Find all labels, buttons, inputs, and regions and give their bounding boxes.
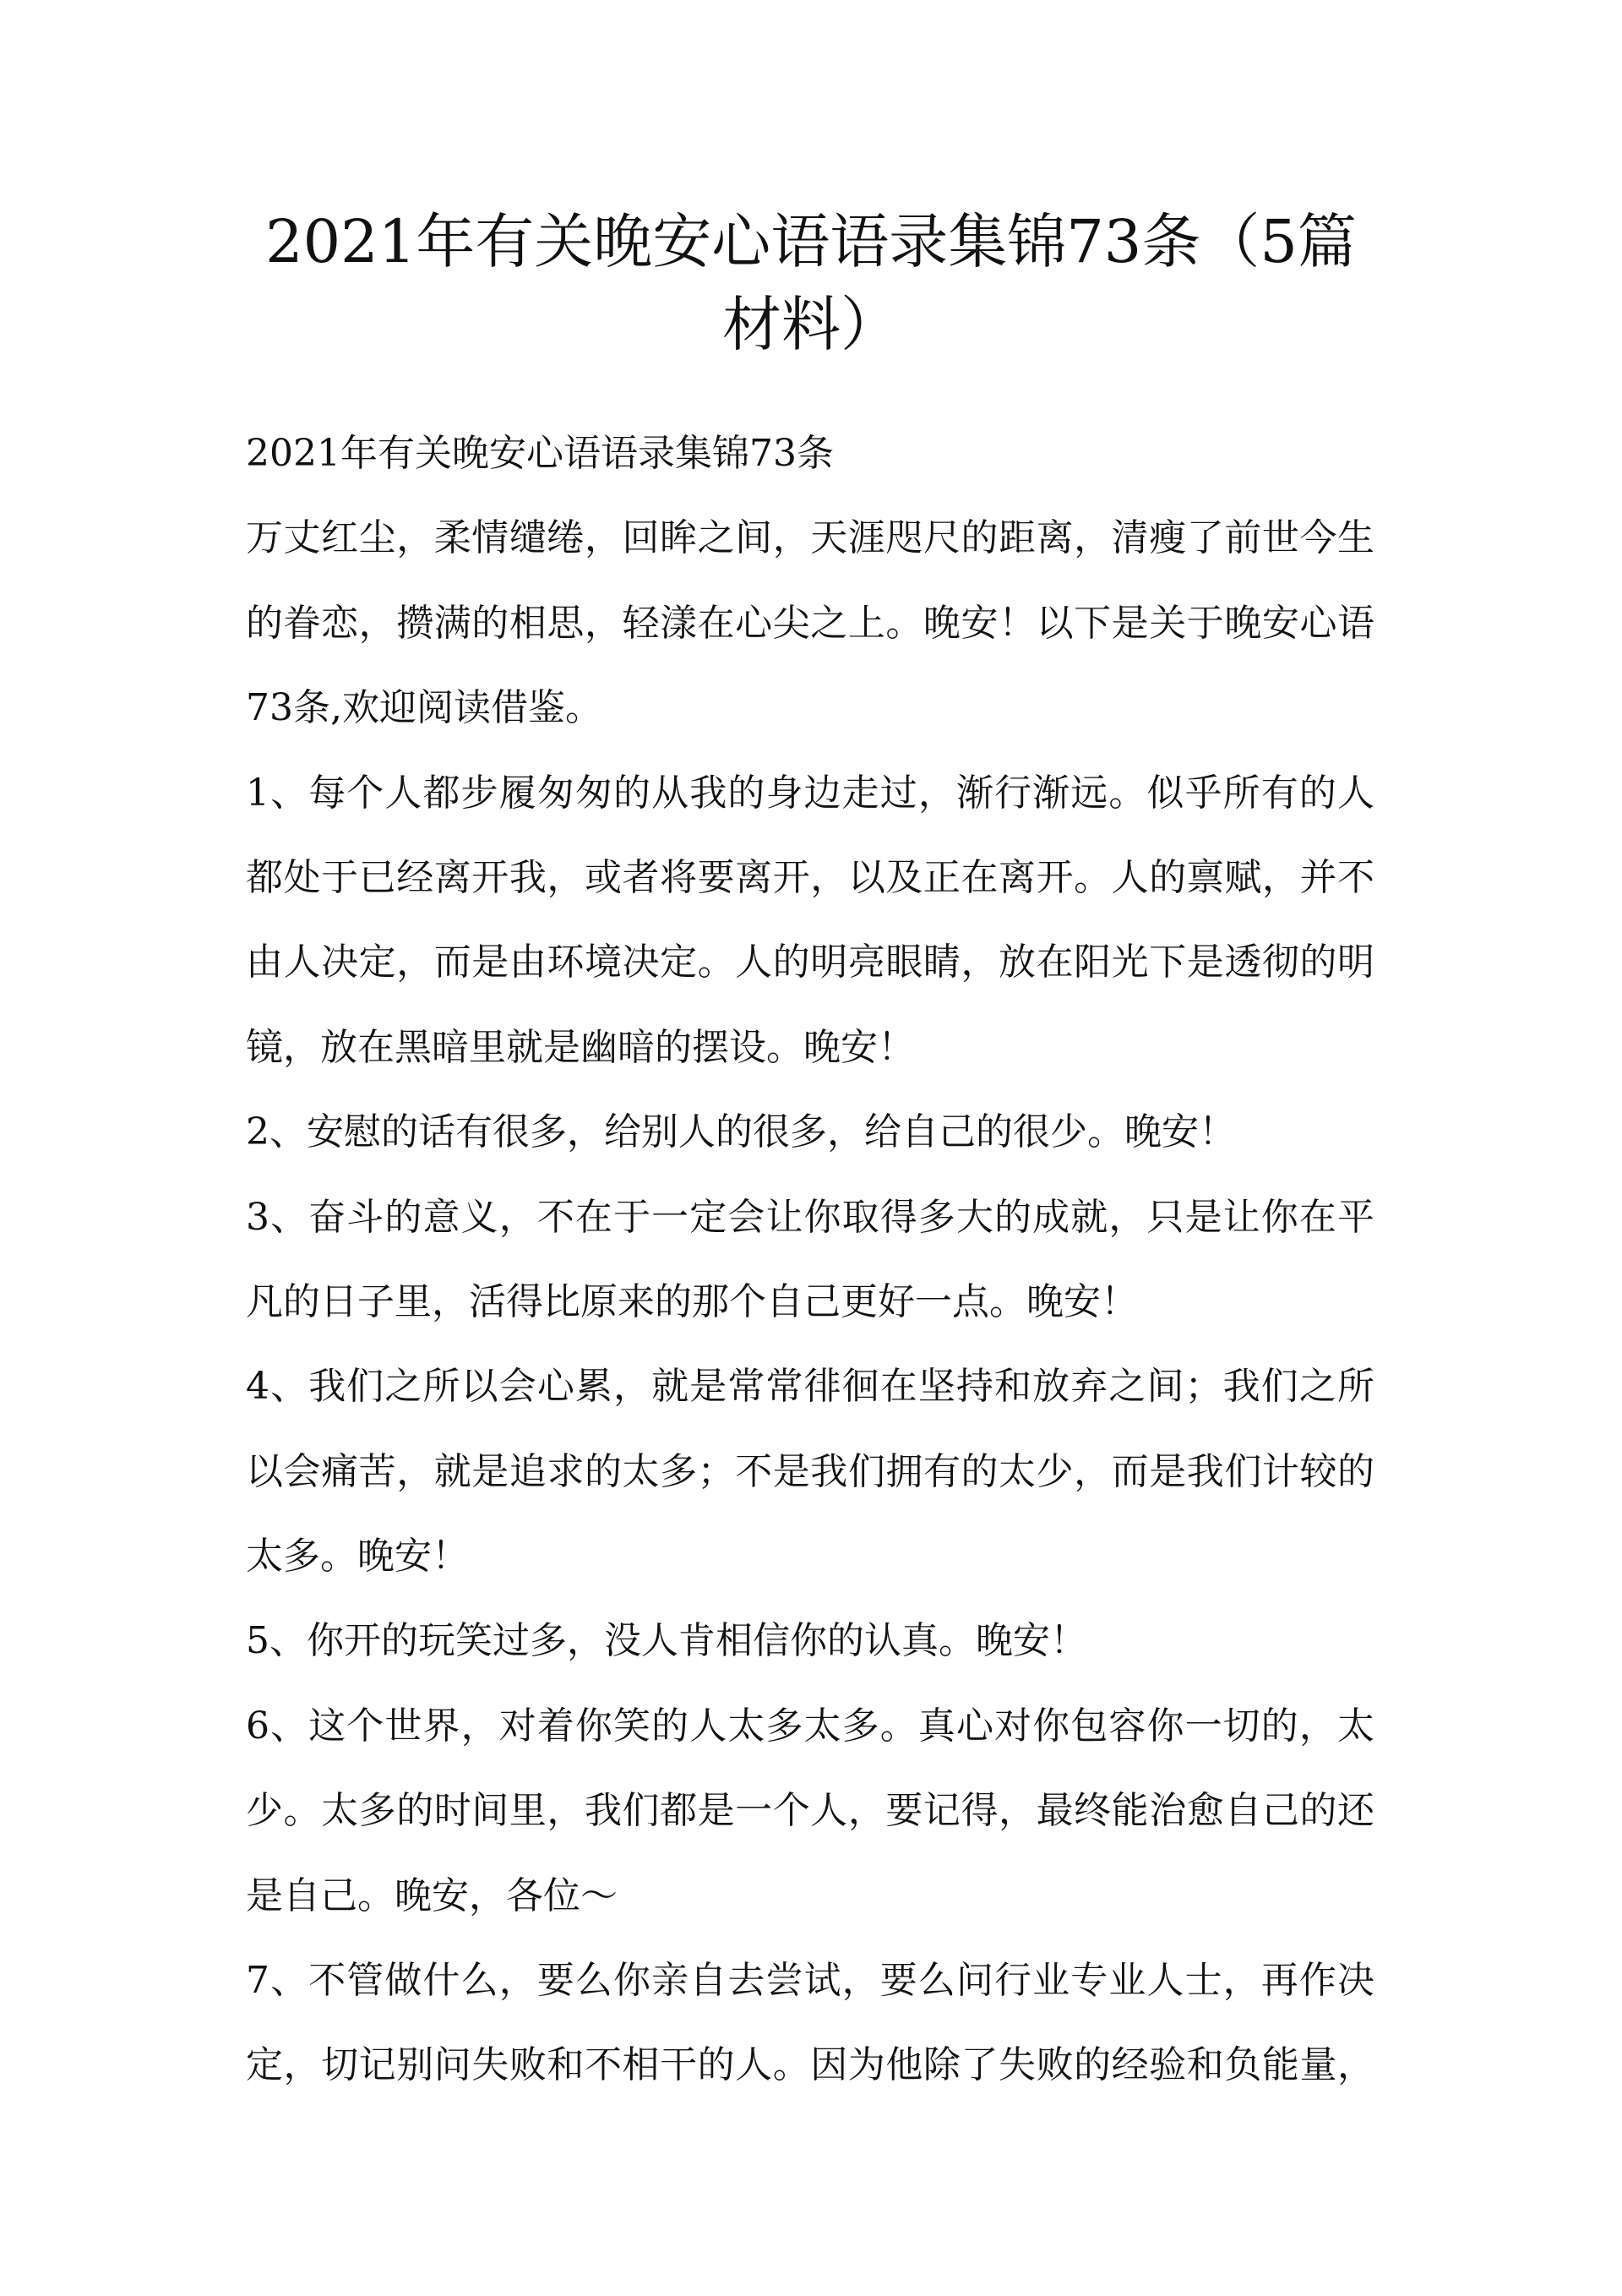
text-line: 2021年有关晚安心语语录集锦73条 — [246, 432, 834, 475]
text-line: 2、安慰的话有很多，给别人的很多，给自己的很少。晚安！ — [246, 1110, 1236, 1154]
text-line: 3、奋斗的意义，不在于一定会让你取得多大的成就，只是让你在平 — [246, 1195, 1374, 1239]
text-line: 是自己。晚安，各位～ — [246, 1873, 618, 1917]
document-title — [237, 200, 1385, 366]
text-line: 5、你开的玩笑过多，没人肯相信你的认真。晚安！ — [246, 1619, 1087, 1663]
text-line: 万丈红尘，柔情缱绻，回眸之间，天涯咫尺的距离，清瘦了前世今生 — [246, 516, 1374, 560]
text-line: 73条,欢迎阅读借鉴。 — [246, 686, 602, 730]
text-line: 以会痛苦，就是追求的太多；不是我们拥有的太少，而是我们计较的 — [246, 1449, 1374, 1493]
text-line: 的眷恋，攒满的相思，轻漾在心尖之上。晚安！以下是关于晚安心语 — [246, 601, 1374, 645]
text-line: 7、不管做什么，要么你亲自去尝试，要么问行业专业人士，再作决 — [246, 1959, 1374, 2003]
text-line: 都处于已经离开我，或者将要离开，以及正在离开。人的禀赋，并不 — [246, 855, 1374, 899]
text-line: 6、这个世界，对着你笑的人太多太多。真心对你包容你一切的，太 — [246, 1704, 1374, 1748]
text-line: 4、我们之所以会心累，就是常常徘徊在坚持和放弃之间；我们之所 — [246, 1365, 1374, 1409]
text-line: 凡的日子里，活得比原来的那个自己更好一点。晚安！ — [246, 1279, 1138, 1323]
document-title-line-2: 材料） — [722, 290, 900, 359]
document-body — [246, 412, 1374, 2108]
text-line: 少。太多的时间里，我们都是一个人，要记得，最终能治愈自己的还 — [246, 1789, 1374, 1833]
text-line: 1、每个人都步履匆匆的从我的身边走过，渐行渐远。似乎所有的人 — [246, 771, 1374, 815]
text-line: 太多。晚安！ — [246, 1535, 469, 1579]
document-title-line-1: 2021年有关晚安心语语录集锦73条（5篇 — [265, 207, 1357, 276]
text-line: 定，切记别问失败和不相干的人。因为他除了失败的经验和负能量， — [246, 2043, 1374, 2087]
text-line: 由人决定，而是由环境决定。人的明亮眼睛，放在阳光下是透彻的明 — [246, 941, 1374, 984]
text-line: 镜，放在黑暗里就是幽暗的摆设。晚安！ — [246, 1025, 915, 1069]
